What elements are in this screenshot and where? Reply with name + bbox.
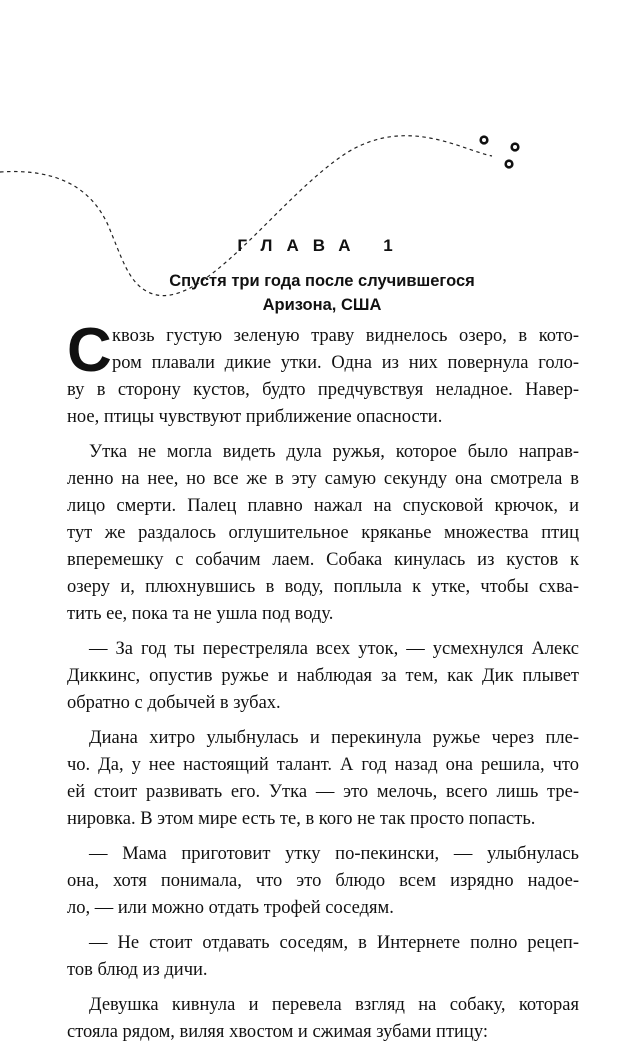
paragraph — [67, 930, 579, 984]
text-line: Диана хитро улыбнулась и перекинула ружье через пле- — [89, 728, 579, 748]
text-line: вперемешку с собачим лаем. Собака кинулась из кустов к — [67, 550, 579, 570]
paragraph — [67, 841, 579, 922]
drop-cap: С — [67, 316, 112, 385]
chapter-subtitle — [0, 270, 644, 317]
text-line: ром плавали дикие утки. Одна из них повернула голо- — [112, 353, 579, 373]
bullet-hole-icon — [504, 159, 513, 168]
text-line: ей стоит развивать его. Утка — это мелочь, всего лишь тре- — [67, 782, 579, 802]
text-line: тить ее, пока та не ушла под воду. — [67, 604, 334, 624]
text-line: квозь густую зеленую траву виднелось озеро, в кото- — [112, 326, 579, 346]
bullet-hole-icon — [479, 135, 488, 144]
text-line: ленно на нее, но все же в эту самую секунду она смотрела в — [67, 469, 579, 489]
text-line: тут же раздалось оглушительное кряканье множества птиц — [67, 523, 579, 543]
paragraph — [67, 636, 579, 717]
paragraph — [67, 439, 579, 628]
text-line: обратно с добычей в зубах. — [67, 693, 281, 713]
text-line: нировка. В этом мире есть те, в кого не так просто попасть. — [67, 809, 536, 829]
chapter-heading: ГЛАВА 1 — [237, 236, 407, 255]
paragraph — [67, 992, 579, 1046]
text-line: тов блюд из дичи. — [67, 960, 208, 980]
paragraph — [67, 725, 579, 833]
text-line: озеру и, плюхнувшись в воду, поплыла к утке, чтобы схва- — [67, 577, 579, 597]
text-line: ное, птицы чувствуют приближение опасности. — [67, 407, 443, 427]
text-line: чо. Да, у нее настоящий талант. А год назад она решила, что — [67, 755, 579, 775]
paragraph — [67, 316, 579, 431]
text-line: она, хотя понимала, что это блюдо всем изрядно надое- — [67, 871, 579, 891]
text-line: Девушка кивнула и перевела взгляд на собаку, которая — [89, 995, 579, 1015]
text-line: Диккинс, опустив ружье и наблюдая за тем, как Дик плывет — [67, 666, 579, 686]
text-line: — Не стоит отдавать соседям, в Интернете полно рецеп- — [89, 933, 579, 953]
subtitle-place: Аризона, США — [262, 295, 382, 314]
text-line: лицо смерти. Палец плавно нажал на спусковой крючок, и — [67, 496, 579, 516]
text-line: — За год ты перестреляла всех уток, — усмехнулся Алекс — [89, 639, 579, 659]
body-text — [67, 316, 579, 1054]
text-line: ло, — или можно отдать трофей соседям. — [67, 898, 394, 918]
text-line: — Мама приготовит утку по-пекински, — улыбнулась — [89, 844, 579, 864]
bullet-hole-icon — [510, 142, 519, 151]
text-line: Утка не могла видеть дула ружья, которое было направ- — [89, 442, 579, 462]
text-line: стояла рядом, виляя хвостом и сжимая зубами птицу: — [67, 1022, 488, 1042]
subtitle-time: Спустя три года после случившегося — [169, 272, 475, 290]
text-line: ву в сторону кустов, будто предчувствуя неладное. Навер- — [67, 380, 579, 400]
